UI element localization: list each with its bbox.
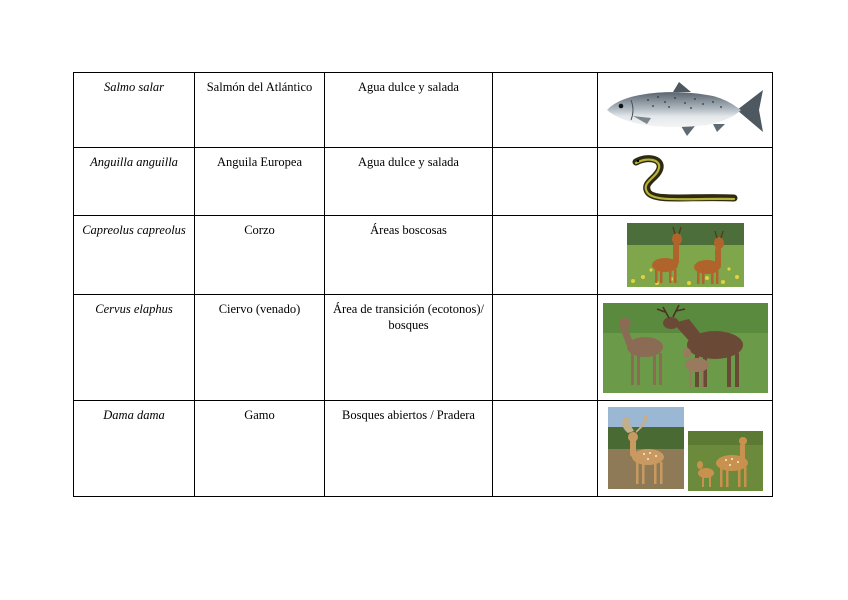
red-deer-photo <box>603 303 768 393</box>
habitat-cell: Bosques abiertos / Pradera <box>325 401 493 497</box>
scientific-name-cell: Dama dama <box>74 401 195 497</box>
habitat-cell: Agua dulce y salada <box>325 73 493 148</box>
habitat-cell: Área de transición (ecotonos)/ bosques <box>325 295 493 401</box>
common-name-cell: Corzo <box>195 216 325 295</box>
notes-cell <box>493 401 598 497</box>
common-name-cell: Anguila Europea <box>195 148 325 216</box>
common-name-cell: Gamo <box>195 401 325 497</box>
table-row <box>74 216 773 295</box>
notes-cell <box>493 295 598 401</box>
table-row <box>74 148 773 216</box>
image-cell <box>598 73 773 148</box>
image-cell <box>598 295 773 401</box>
scientific-name-cell: Salmo salar <box>74 73 195 148</box>
habitat-cell: Áreas boscosas <box>325 216 493 295</box>
image-cell <box>598 401 773 497</box>
common-name-cell: Ciervo (venado) <box>195 295 325 401</box>
notes-cell <box>493 216 598 295</box>
image-cell <box>598 216 773 295</box>
european-eel-photo <box>630 154 740 209</box>
species-table <box>73 72 773 497</box>
scientific-name-cell: Cervus elaphus <box>74 295 195 401</box>
roe-deer-photo <box>627 223 744 287</box>
table-row <box>74 295 773 401</box>
habitat-cell: Agua dulce y salada <box>325 148 493 216</box>
image-cell <box>598 148 773 216</box>
scientific-name-cell: Anguilla anguilla <box>74 148 195 216</box>
fallow-deer-photos <box>608 407 763 491</box>
table-row <box>74 401 773 497</box>
common-name-cell: Salmón del Atlántico <box>195 73 325 148</box>
notes-cell <box>493 148 598 216</box>
table-row <box>74 73 773 148</box>
scientific-name-cell: Capreolus capreolus <box>74 216 195 295</box>
notes-cell <box>493 73 598 148</box>
atlantic-salmon-photo <box>603 80 768 140</box>
